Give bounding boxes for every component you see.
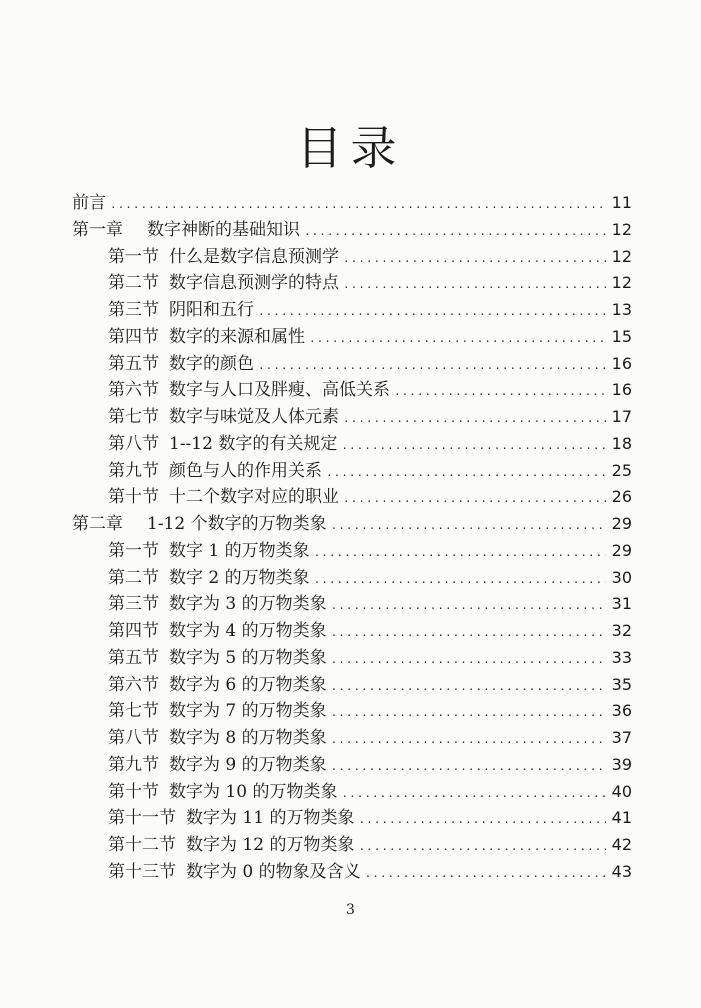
toc-entry-page: 13 bbox=[611, 300, 632, 319]
toc-entry-page: 36 bbox=[611, 701, 632, 721]
toc-entry[interactable] bbox=[108, 324, 632, 350]
leader-dots bbox=[343, 246, 606, 272]
toc-entry-title: 数字 1 的万物类象 bbox=[169, 540, 310, 561]
leader-dots bbox=[331, 647, 606, 673]
toc-entry-page: 15 bbox=[611, 326, 632, 346]
toc-entry-page: 43 bbox=[611, 861, 632, 881]
toc-entry-number: 第十三节 bbox=[108, 861, 176, 882]
toc-entry-page: 29 bbox=[611, 514, 632, 533]
toc-entry[interactable] bbox=[72, 511, 632, 537]
toc-entry-title: 数字为 12 的万物类象 bbox=[186, 835, 355, 855]
toc-entry-number: 第十二节 bbox=[108, 835, 176, 855]
toc-entry[interactable] bbox=[108, 832, 632, 858]
toc-entry-title: 十二个数字对应的职业 bbox=[169, 487, 339, 508]
toc-entry-number: 第三节 bbox=[108, 300, 159, 320]
toc-entry-page: 25 bbox=[611, 460, 632, 480]
toc-entry-number: 第五节 bbox=[108, 647, 159, 668]
toc-entry-number: 第一章 bbox=[72, 219, 123, 240]
leader-dots bbox=[326, 460, 606, 486]
toc-entry-title: 数字为 10 的万物类象 bbox=[169, 781, 338, 802]
leader-dots bbox=[331, 754, 606, 780]
toc-entry-number: 第三节 bbox=[108, 594, 159, 615]
toc-entry-title: 数字神断的基础知识 bbox=[147, 219, 300, 240]
leader-dots bbox=[331, 700, 606, 726]
leader-dots bbox=[309, 326, 606, 352]
toc-entry-number: 第五节 bbox=[108, 353, 159, 374]
toc-entry[interactable] bbox=[108, 752, 632, 778]
toc-entry-title: 数字为 8 的万物类象 bbox=[169, 728, 327, 748]
toc-entry-number: 第八节 bbox=[108, 433, 159, 454]
leader-dots bbox=[304, 219, 606, 245]
toc-entry-title: 数字为 6 的万物类象 bbox=[169, 674, 327, 695]
toc-entry-page: 26 bbox=[611, 487, 632, 507]
leader-dots bbox=[358, 807, 606, 833]
toc-entry-page: 16 bbox=[611, 353, 632, 373]
toc-entry-page: 12 bbox=[611, 246, 632, 266]
toc-entry[interactable] bbox=[108, 565, 632, 591]
toc-entry-title: 数字信息预测学的特点 bbox=[169, 273, 339, 294]
toc-entry-title: 阴阳和五行 bbox=[169, 300, 254, 320]
toc-entry[interactable] bbox=[108, 698, 632, 724]
leader-dots bbox=[341, 433, 606, 459]
toc-entry-page: 35 bbox=[611, 674, 632, 694]
toc-entry-page: 37 bbox=[611, 728, 632, 747]
leader-dots bbox=[331, 727, 606, 753]
toc-entry-number: 第二节 bbox=[108, 273, 159, 294]
toc-entry-page: 12 bbox=[611, 219, 632, 239]
leader-dots bbox=[314, 567, 606, 593]
toc-entry-title: 数字为 11 的万物类象 bbox=[186, 808, 355, 829]
leader-dots bbox=[341, 781, 606, 807]
leader-dots bbox=[331, 620, 606, 646]
toc-entry-number: 第六节 bbox=[108, 674, 159, 695]
toc-entry-title: 前言 bbox=[72, 193, 106, 213]
toc-entry[interactable] bbox=[108, 270, 632, 296]
leader-dots bbox=[331, 593, 606, 619]
toc-entry-title: 1--12 数字的有关规定 bbox=[169, 433, 338, 454]
toc-entry-number: 第七节 bbox=[108, 701, 159, 722]
toc-entry-page: 12 bbox=[611, 273, 632, 293]
toc-entry-page: 31 bbox=[611, 594, 632, 614]
toc-entry[interactable] bbox=[108, 672, 632, 698]
leader-dots bbox=[110, 192, 606, 218]
toc-entry-page: 29 bbox=[611, 540, 632, 560]
toc-entry[interactable] bbox=[108, 725, 632, 751]
toc-entry-title: 数字为 5 的万物类象 bbox=[169, 647, 327, 668]
toc-entry[interactable] bbox=[108, 484, 632, 510]
toc-entry-title: 1-12 个数字的万物类象 bbox=[147, 514, 327, 534]
toc-entry[interactable] bbox=[108, 351, 632, 377]
toc-entry[interactable] bbox=[108, 297, 632, 323]
toc-entry-number: 第十一节 bbox=[108, 808, 176, 829]
page-title: 目录 bbox=[296, 121, 405, 175]
toc-entry[interactable] bbox=[108, 458, 632, 484]
toc-entry-title: 数字为 3 的万物类象 bbox=[169, 594, 327, 615]
leader-dots bbox=[365, 861, 606, 887]
toc-entry[interactable] bbox=[108, 859, 632, 885]
toc-entry-page: 33 bbox=[611, 647, 632, 667]
leader-dots bbox=[343, 406, 606, 432]
leader-dots bbox=[258, 353, 606, 379]
toc-entry-title: 数字与人口及胖瘦、高低关系 bbox=[169, 380, 390, 401]
toc-entry-number: 第二章 bbox=[72, 514, 123, 534]
leader-dots bbox=[358, 834, 606, 860]
toc-entry-page: 42 bbox=[611, 835, 632, 854]
toc-entry-page: 32 bbox=[611, 621, 632, 640]
toc-entry[interactable] bbox=[108, 244, 632, 270]
toc-entry-number: 第二节 bbox=[108, 567, 159, 588]
toc-entry-title: 数字为 4 的万物类象 bbox=[169, 621, 327, 641]
toc-entry-number: 第九节 bbox=[108, 754, 159, 775]
toc-entry-number: 第十节 bbox=[108, 781, 159, 802]
leader-dots bbox=[394, 379, 606, 405]
toc-entry[interactable] bbox=[108, 538, 632, 564]
toc-entry[interactable] bbox=[108, 779, 632, 805]
page-number: 3 bbox=[346, 902, 355, 918]
toc-entry-number: 第十节 bbox=[108, 487, 159, 508]
toc-entry-title: 数字的颜色 bbox=[169, 353, 254, 374]
toc-entry-number: 第八节 bbox=[108, 728, 159, 748]
toc-entry-number: 第七节 bbox=[108, 407, 159, 427]
toc-entry-title: 数字为 9 的万物类象 bbox=[169, 754, 327, 775]
toc-entry-number: 第九节 bbox=[108, 460, 159, 481]
toc-entry[interactable] bbox=[108, 618, 632, 644]
toc-entry-number: 第四节 bbox=[108, 326, 159, 347]
toc-entry[interactable] bbox=[108, 591, 632, 617]
leader-dots bbox=[258, 299, 606, 325]
leader-dots bbox=[331, 674, 606, 700]
toc-entry[interactable] bbox=[72, 190, 632, 216]
toc-entry-number: 第一节 bbox=[108, 246, 159, 267]
toc-entry[interactable] bbox=[108, 645, 632, 671]
toc-entry-number: 第六节 bbox=[108, 380, 159, 401]
toc-entry-number: 第一节 bbox=[108, 540, 159, 561]
leader-dots bbox=[314, 540, 606, 566]
toc-entry-page: 11 bbox=[611, 193, 632, 212]
toc-entry-page: 30 bbox=[611, 567, 632, 587]
toc-entry-page: 41 bbox=[611, 808, 632, 828]
toc-entry[interactable] bbox=[108, 431, 632, 457]
toc-entry-page: 16 bbox=[611, 380, 632, 400]
toc-entry-page: 18 bbox=[611, 433, 632, 453]
toc-entry-page: 40 bbox=[611, 781, 632, 801]
toc-entry-title: 数字与味觉及人体元素 bbox=[169, 407, 339, 427]
toc-entry-title: 数字 2 的万物类象 bbox=[169, 567, 310, 588]
toc-entry-title: 数字为 0 的物象及含义 bbox=[186, 861, 361, 882]
toc-entry[interactable] bbox=[72, 217, 632, 243]
leader-dots bbox=[343, 486, 606, 512]
toc-entry-title: 数字的来源和属性 bbox=[169, 326, 305, 347]
toc-entry[interactable] bbox=[108, 404, 632, 430]
toc-entry-title: 什么是数字信息预测学 bbox=[169, 246, 339, 267]
toc-entry[interactable] bbox=[108, 805, 632, 831]
toc-entry-page: 39 bbox=[611, 754, 632, 774]
leader-dots bbox=[331, 513, 606, 539]
toc-entry[interactable] bbox=[108, 377, 632, 403]
toc-entry-page: 17 bbox=[611, 407, 632, 426]
toc-entry-number: 第四节 bbox=[108, 621, 159, 641]
leader-dots bbox=[343, 272, 606, 298]
toc-entry-title: 数字为 7 的万物类象 bbox=[169, 701, 327, 722]
toc-entry-title: 颜色与人的作用关系 bbox=[169, 460, 322, 481]
